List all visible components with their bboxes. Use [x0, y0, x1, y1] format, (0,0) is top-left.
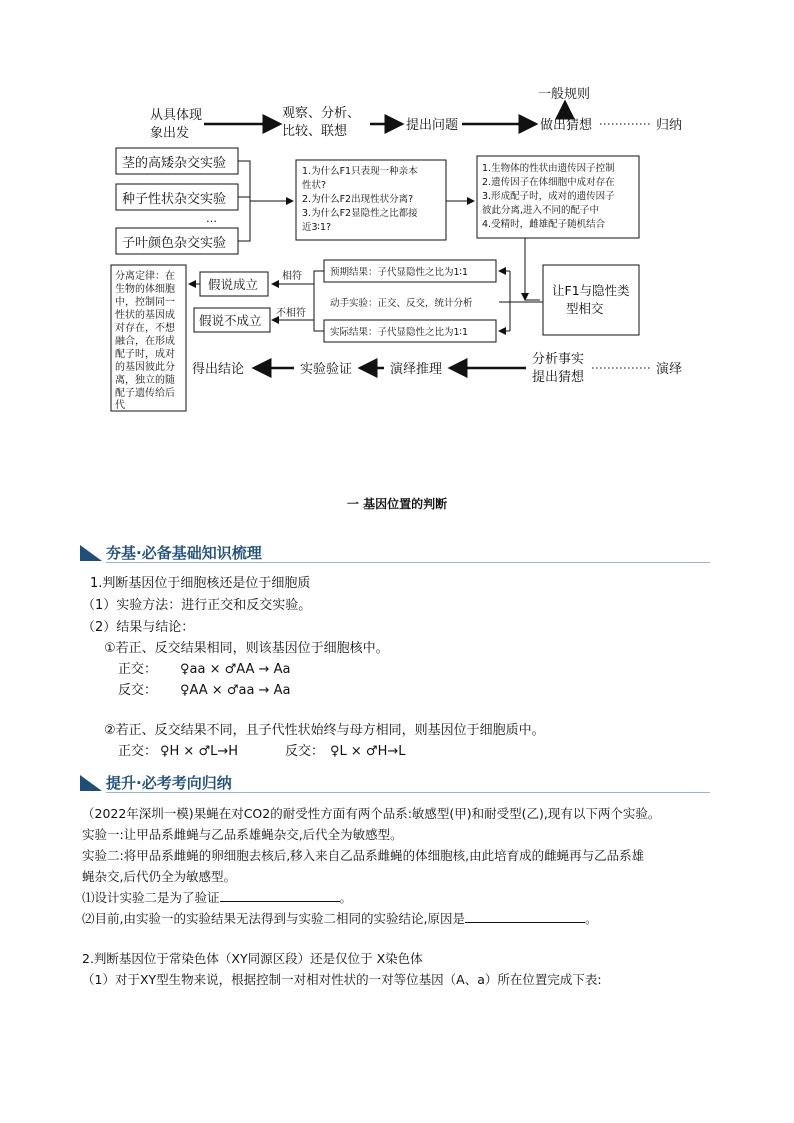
banner-marker-icon [80, 775, 102, 791]
banner-marker-icon [80, 545, 102, 561]
label-not-match: 不相符 [276, 308, 306, 319]
flow-deduction: 演绎 [656, 362, 683, 377]
part1-case2: ②若正、反交结果不同，且子代性状始终与母方相同，则基因位于细胞质中。 [104, 723, 545, 738]
cross3: ♀H × ♂L→H [160, 744, 239, 759]
explain-line-5: 4.受精时，雌雄配子随机结合 [482, 219, 606, 230]
law-line-3: 中，控制同一 [115, 297, 175, 308]
questions-line-3: 2.为什么F2出现性状分离? [302, 194, 414, 205]
part1-method: （1）实验方法：进行正交和反交实验。 [82, 598, 312, 613]
flow-verify: 实验验证 [300, 362, 353, 377]
law-line-1: 分离定律：在 [115, 271, 175, 282]
experiment-1: 茎的高矮杂交实验 [122, 156, 227, 171]
q1-text: ⑴设计实验二是为了验证 [82, 890, 220, 905]
questions-line-4: 3.为什么F2显隐性之比都接 [302, 208, 418, 219]
law-line-4: 性状的基因成 [115, 310, 175, 321]
question-q2 [82, 910, 597, 928]
experiment-2: 种子性状杂交实验 [122, 192, 227, 207]
banner-advance [80, 773, 710, 793]
banner-basics-label: 夯基·必备基础知识梳理 [106, 544, 262, 562]
part1-heading: 1.判断基因位于细胞核还是位于细胞质 [90, 576, 311, 591]
testcross-line-2: 型相交 [566, 301, 604, 316]
question-exp2a: 实验二:将甲品系雌蝇的卵细胞去核后,移入来自乙品系雌蝇的体细胞核,由此培育成的雌蝇再与乙品系雄 [82, 848, 645, 863]
law-line-10: 配子遗传给后 [115, 388, 175, 399]
explain-line-2: 2.遗传因子在体细胞中成对存在 [482, 177, 615, 188]
questions-line-1: 1.为什么F1只表现一种亲本 [302, 166, 418, 177]
do-experiment: 动手实验：正交、反交，统计分析 [330, 298, 473, 309]
law-line-8: 的基因彼此分 [115, 362, 175, 373]
q2-period: 。 [584, 911, 598, 926]
q2-text: ⑵目前,由实验一的实验结果无法得到与实验二相同的实验结论,原因是 [82, 911, 465, 926]
flow-question: 提出问题 [406, 118, 459, 133]
flow-general-rule: 一般规则 [538, 87, 591, 102]
cross4-label: 反交： [285, 744, 325, 759]
section-title: 一 基因位置的判断 [346, 497, 448, 511]
question-exp2b: 蝇杂交,后代仍全为敏感型。 [82, 869, 236, 884]
cross1-label: 正交： [118, 662, 158, 677]
law-line-2: 生物的体细胞 [115, 284, 175, 295]
hyp-true: 假说成立 [208, 277, 259, 292]
law-line-6: 融合，在形成 [115, 336, 175, 347]
hyp-false: 假说不成立 [199, 313, 262, 328]
cross1: ♀aa × ♂AA → Aa [180, 662, 291, 677]
part2-heading: 2.判断基因位于常染色体（XY同源区段）还是仅位于 X染色体 [82, 951, 423, 966]
questions-line-2: 性状? [302, 180, 327, 191]
flow-conclusion: 得出结论 [192, 362, 245, 377]
cross3-label: 正交： [118, 744, 158, 759]
flow-deduce: 演绎推理 [390, 362, 443, 377]
questions-line-5: 近3∶1? [302, 222, 332, 233]
q2-answer-blank[interactable] [465, 910, 585, 923]
explain-line-1: 1.生物体的性状由遗传因子控制 [482, 163, 615, 174]
question-intro: （2022年深圳一模)果蝇在对CO2的耐受性方面有两个品系:敏感型(甲)和耐受型(乙),现有以下两个实验。 [82, 806, 661, 821]
scientific-method-flowchart [0, 0, 794, 470]
flow-start-line1: 从具体现 [150, 108, 203, 123]
flow-hypothesis: 做出猜想 [540, 118, 593, 133]
part1-case1: ①若正、反交结果相同，则该基因位于细胞核中。 [104, 641, 389, 656]
part2-item1: （1）对于XY型生物来说，根据控制一对相对性状的一对等位基因（A、a）所在位置完成下表: [82, 972, 602, 987]
banner-rule [106, 792, 710, 793]
predict-result: 预期结果：子代显隐性之比为1∶1 [330, 267, 469, 278]
q1-period: 。 [339, 890, 353, 905]
experiment-3: 子叶颜色杂交实验 [122, 236, 227, 251]
experiment-ellipsis: … [206, 212, 217, 225]
flow-induction: 归纳 [656, 118, 683, 133]
testcross-line-1: 让F1与隐性类 [552, 283, 630, 298]
explain-line-4: 彼此分离,进入不同的配子中 [482, 205, 600, 216]
bracket-left [314, 271, 324, 331]
law-line-5: 对存在，不想 [115, 323, 175, 334]
banner-advance-label: 提升·必考考向归纳 [106, 774, 232, 792]
q1-answer-blank[interactable] [220, 889, 340, 902]
flow-observe-line1: 观察、分析、 [282, 106, 361, 121]
banner-basics [80, 543, 710, 563]
label-match: 相符 [282, 271, 302, 282]
flow-start-line2: 象出发 [150, 126, 190, 141]
actual-result: 实际结果：子代显隐性之比为1∶1 [330, 327, 469, 338]
part1-result: （2）结果与结论： [82, 620, 195, 635]
cross4: ♀L × ♂H→L [330, 744, 406, 759]
question-exp1: 实验一:让甲品系雌蝇与乙品系雄蝇杂交,后代全为敏感型。 [82, 827, 403, 842]
explain-line-3: 3.形成配子时，成对的遗传因子 [482, 191, 615, 202]
question-q1 [82, 889, 352, 907]
banner-rule [106, 562, 710, 563]
flow-observe-line2: 比较、联想 [282, 124, 348, 139]
flow-analyze-line1: 分析事实 [532, 352, 585, 367]
cross2: ♀AA × ♂aa → Aa [180, 683, 291, 698]
flow-analyze-line2: 提出猜想 [532, 370, 585, 385]
experiment-connector [238, 161, 250, 241]
law-line-11: 代 [115, 400, 125, 411]
law-line-9: 离，独立的随 [115, 375, 175, 386]
law-line-7: 配子时，成对 [115, 349, 175, 360]
cross2-label: 反交： [118, 683, 158, 698]
